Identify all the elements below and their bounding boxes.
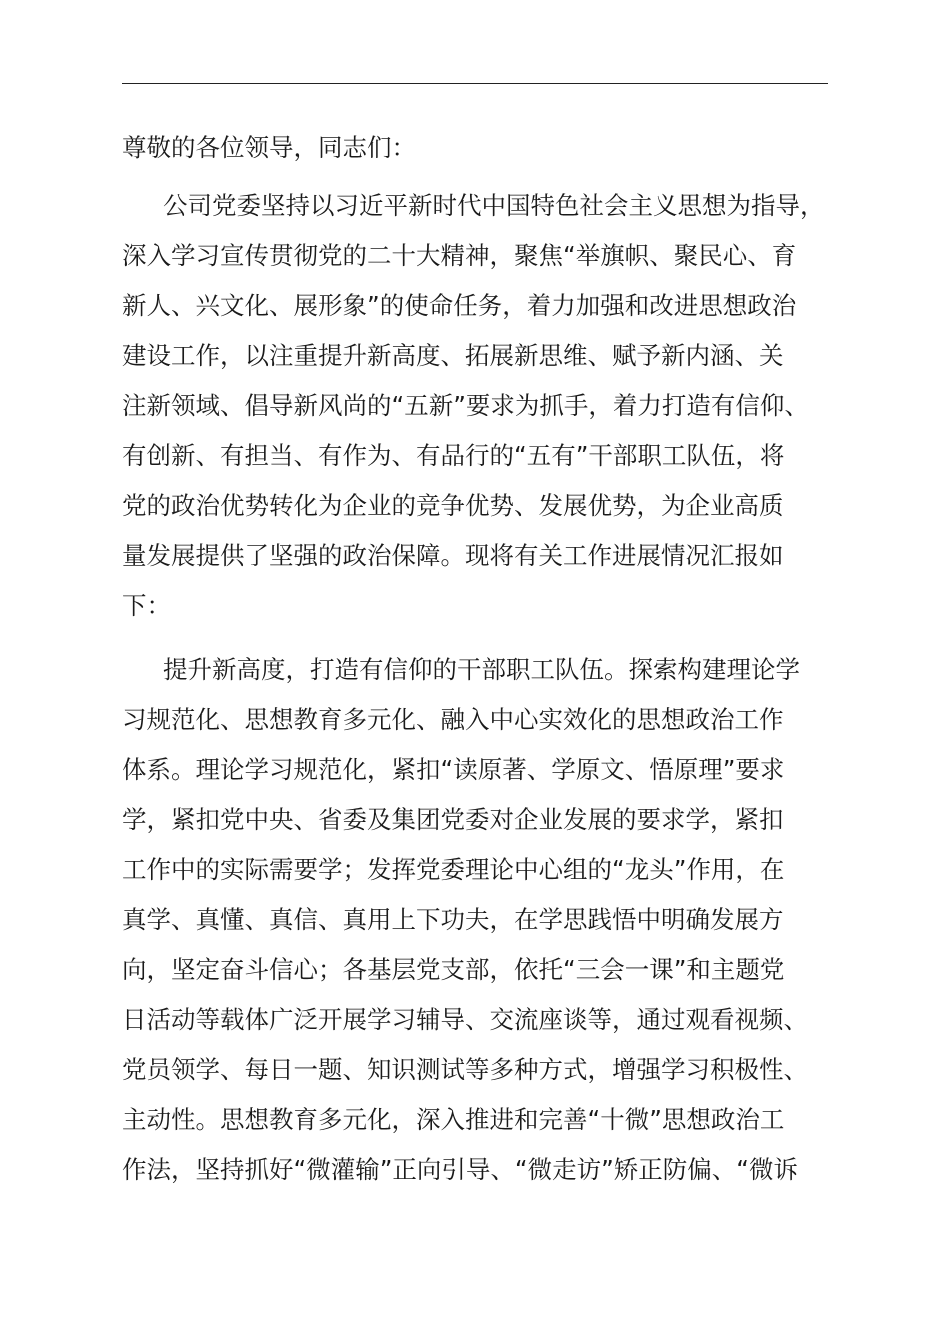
header-rule: [122, 83, 828, 84]
paragraph-line: 提升新高度，打造有信仰的干部职工队伍。探索构建理论学: [163, 655, 800, 684]
salutation: 尊敬的各位领导，同志们：: [122, 133, 416, 162]
paragraph-line: 作法，坚持抓好“微灌输”正向引导、“微走访”矫正防偏、“微诉: [122, 1155, 798, 1184]
paragraph-line: 学，紧扣党中央、省委及集团党委对企业发展的要求学，紧扣: [122, 805, 784, 834]
paragraph-line: 党的政治优势转化为企业的竞争优势、发展优势，为企业高质: [122, 491, 784, 520]
paragraph-line: 新人、兴文化、展形象”的使命任务，着力加强和改进思想政治: [122, 291, 797, 320]
paragraph-1: [122, 181, 842, 631]
paragraph-line: 真学、真懂、真信、真用上下功夫，在学思践悟中明确发展方: [122, 905, 784, 934]
paragraph-line: 体系。理论学习规范化，紧扣“读原著、学原文、悟原理”要求: [122, 755, 785, 784]
document-body: [122, 122, 842, 1209]
paragraph-line: 公司党委坚持以习近平新时代中国特色社会主义思想为指导，: [163, 191, 825, 220]
paragraph-line: 党员领学、每日一题、知识测试等多种方式，增强学习积极性、: [122, 1055, 808, 1084]
paragraph-line: 习规范化、思想教育多元化、融入中心实效化的思想政治工作: [122, 705, 784, 734]
paragraph-2: [122, 645, 842, 1195]
paragraph-line: 建设工作，以注重提升新高度、拓展新思维、赋予新内涵、关: [122, 341, 784, 370]
paragraph-line: 量发展提供了坚强的政治保障。现将有关工作进展情况汇报如: [122, 541, 784, 570]
paragraph-line: 深入学习宣传贯彻党的二十大精神，聚焦“举旗帜、聚民心、育: [122, 241, 797, 270]
paragraph-line: 工作中的实际需要学；发挥党委理论中心组的“龙头”作用，在: [122, 855, 785, 884]
paragraph-line: 下：: [122, 591, 171, 620]
paragraph-line: 有创新、有担当、有作为、有品行的“五有”干部职工队伍，将: [122, 441, 785, 470]
paragraph-line: 日活动等载体广泛开展学习辅导、交流座谈等，通过观看视频、: [122, 1005, 808, 1034]
paragraph-line: 注新领域、倡导新风尚的“五新”要求为抓手，着力打造有信仰、: [122, 391, 809, 420]
paragraph-line: 向，坚定奋斗信心；各基层党支部，依托“三会一课”和主题党: [122, 955, 785, 984]
paragraph-line: 主动性。思想教育多元化，深入推进和完善“十微”思想政治工: [122, 1105, 785, 1134]
